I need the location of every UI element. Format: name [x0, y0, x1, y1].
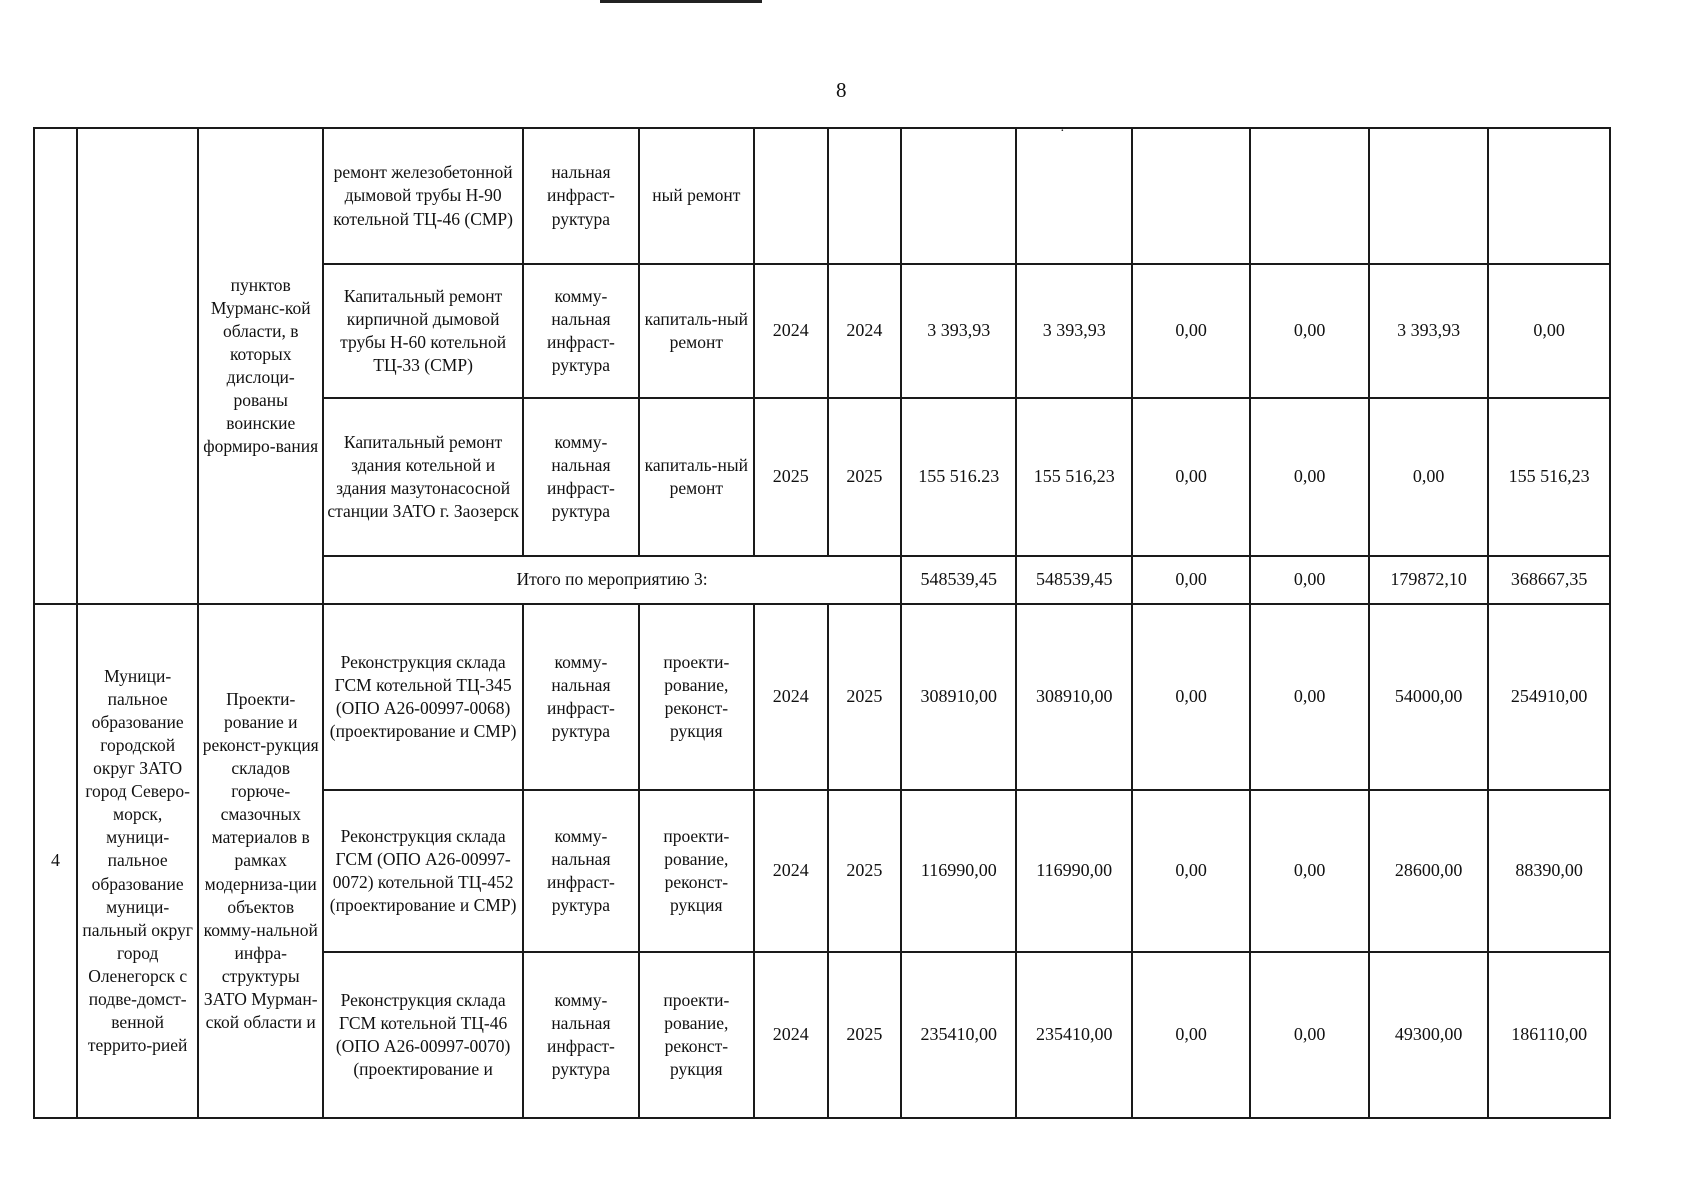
program-table [33, 127, 1611, 1119]
municipality-cell-empty [77, 128, 199, 604]
fund-cell: 0,00 [1250, 398, 1368, 556]
sphere-cell: комму-нальная инфраст-руктура [523, 398, 638, 556]
subtotal-fund: 548539,45 [1016, 556, 1131, 604]
object-cell: Реконструкция склада ГСМ котельной ТЦ-46 (ОПО А26-00997-0070) (проектирование и [323, 952, 523, 1118]
year-2024-cell: 54000,00 [1369, 604, 1489, 790]
fund-cell [1132, 128, 1250, 264]
top-rule [600, 0, 762, 3]
subtotal-label: Итого по мероприятию 3: [323, 556, 901, 604]
area-cell: пунктов Мурманс-кой области, в которых дислоци-рованы воинские формиро-вания [198, 128, 323, 604]
year-2025-cell: 0,00 [1488, 264, 1610, 398]
start-year-cell: 2024 [754, 604, 828, 790]
fund-cell: 0,00 [1132, 604, 1250, 790]
total-cell: 3 393,93 [901, 264, 1016, 398]
year-2024-cell: 49300,00 [1369, 952, 1489, 1118]
fund-cell [1016, 128, 1131, 264]
fund-cell: 3 393,93 [1016, 264, 1131, 398]
num-cell-empty [34, 128, 77, 604]
fund-cell: 116990,00 [1016, 790, 1131, 952]
object-cell: ремонт железобетонной дымовой трубы Н-90 котельной ТЦ-46 (СМР) [323, 128, 523, 264]
total-cell [901, 128, 1016, 264]
object-cell: Реконструкция склада ГСМ (ОПО А26-00997-0072) котельной ТЦ-452 (проектирование и СМР) [323, 790, 523, 952]
fund-cell: 0,00 [1132, 790, 1250, 952]
end-year-cell [828, 128, 902, 264]
start-year-cell: 2024 [754, 952, 828, 1118]
year-2025-cell: 254910,00 [1488, 604, 1610, 790]
start-year-cell [754, 128, 828, 264]
work-type-cell: проекти-рование, реконст-рукция [639, 604, 754, 790]
fund-cell: 0,00 [1250, 790, 1368, 952]
fund-cell: 308910,00 [1016, 604, 1131, 790]
year-2024-cell: 3 393,93 [1369, 264, 1489, 398]
year-2024-cell [1369, 128, 1489, 264]
year-2025-cell: 186110,00 [1488, 952, 1610, 1118]
object-cell: Капитальный ремонт здания котельной и здания мазутонасосной станции ЗАТО г. Заозерск [323, 398, 523, 556]
fund-cell: 0,00 [1132, 264, 1250, 398]
object-cell: Реконструкция склада ГСМ котельной ТЦ-345 (ОПО А26-00997-0068) (проектирование и СМР) [323, 604, 523, 790]
work-type-cell: проекти-рование, реконст-рукция [639, 952, 754, 1118]
subtotal-2024: 179872,10 [1369, 556, 1489, 604]
table-row [34, 604, 1610, 790]
subtotal-fund: 0,00 [1250, 556, 1368, 604]
fund-cell: 155 516,23 [1016, 398, 1131, 556]
fund-cell: 235410,00 [1016, 952, 1131, 1118]
scan-mark: · [1060, 124, 1065, 139]
fund-cell [1250, 128, 1368, 264]
municipality-cell: Муници-пальное образование городской округ ЗАТО город Северо-морск, муници-пальное образование муници-пальный округ город Оленегорск с подве-домст-венной террито-рией [77, 604, 199, 1118]
sphere-cell: комму-нальная инфраст-руктура [523, 952, 638, 1118]
total-cell: 116990,00 [901, 790, 1016, 952]
work-type-cell: капиталь-ный ремонт [639, 398, 754, 556]
year-2024-cell: 0,00 [1369, 398, 1489, 556]
table-row [34, 128, 1610, 264]
end-year-cell: 2025 [828, 398, 902, 556]
sphere-cell: комму-нальная инфраст-руктура [523, 604, 638, 790]
object-cell: Капитальный ремонт кирпичной дымовой трубы Н-60 котельной ТЦ-33 (СМР) [323, 264, 523, 398]
total-cell: 235410,00 [901, 952, 1016, 1118]
fund-cell: 0,00 [1132, 952, 1250, 1118]
fund-cell: 0,00 [1250, 604, 1368, 790]
subtotal-fund: 0,00 [1132, 556, 1250, 604]
subtotal-2025: 368667,35 [1488, 556, 1610, 604]
section-number: 4 [34, 604, 77, 1118]
end-year-cell: 2024 [828, 264, 902, 398]
sphere-cell: нальная инфраст-руктура [523, 128, 638, 264]
year-2025-cell [1488, 128, 1610, 264]
start-year-cell: 2025 [754, 398, 828, 556]
fund-cell: 0,00 [1250, 264, 1368, 398]
sphere-cell: комму-нальная инфраст-руктура [523, 264, 638, 398]
end-year-cell: 2025 [828, 604, 902, 790]
year-2024-cell: 28600,00 [1369, 790, 1489, 952]
fund-cell: 0,00 [1132, 398, 1250, 556]
start-year-cell: 2024 [754, 264, 828, 398]
total-cell: 308910,00 [901, 604, 1016, 790]
work-type-cell: капиталь-ный ремонт [639, 264, 754, 398]
work-type-cell: ный ремонт [639, 128, 754, 264]
year-2025-cell: 88390,00 [1488, 790, 1610, 952]
subtotal-total: 548539,45 [901, 556, 1016, 604]
end-year-cell: 2025 [828, 790, 902, 952]
end-year-cell: 2025 [828, 952, 902, 1118]
page-number: 8 [836, 78, 847, 102]
sphere-cell: комму-нальная инфраст-руктура [523, 790, 638, 952]
total-cell: 155 516.23 [901, 398, 1016, 556]
start-year-cell: 2024 [754, 790, 828, 952]
fund-cell: 0,00 [1250, 952, 1368, 1118]
work-type-cell: проекти-рование, реконст-рукция [639, 790, 754, 952]
year-2025-cell: 155 516,23 [1488, 398, 1610, 556]
measure-cell: Проекти-рование и реконст-рукция складов горюче-смазочных материалов в рамках модерниза-ции объектов комму-нальной инфра-структуры ЗАТО Мурман-ской области и [198, 604, 323, 1118]
